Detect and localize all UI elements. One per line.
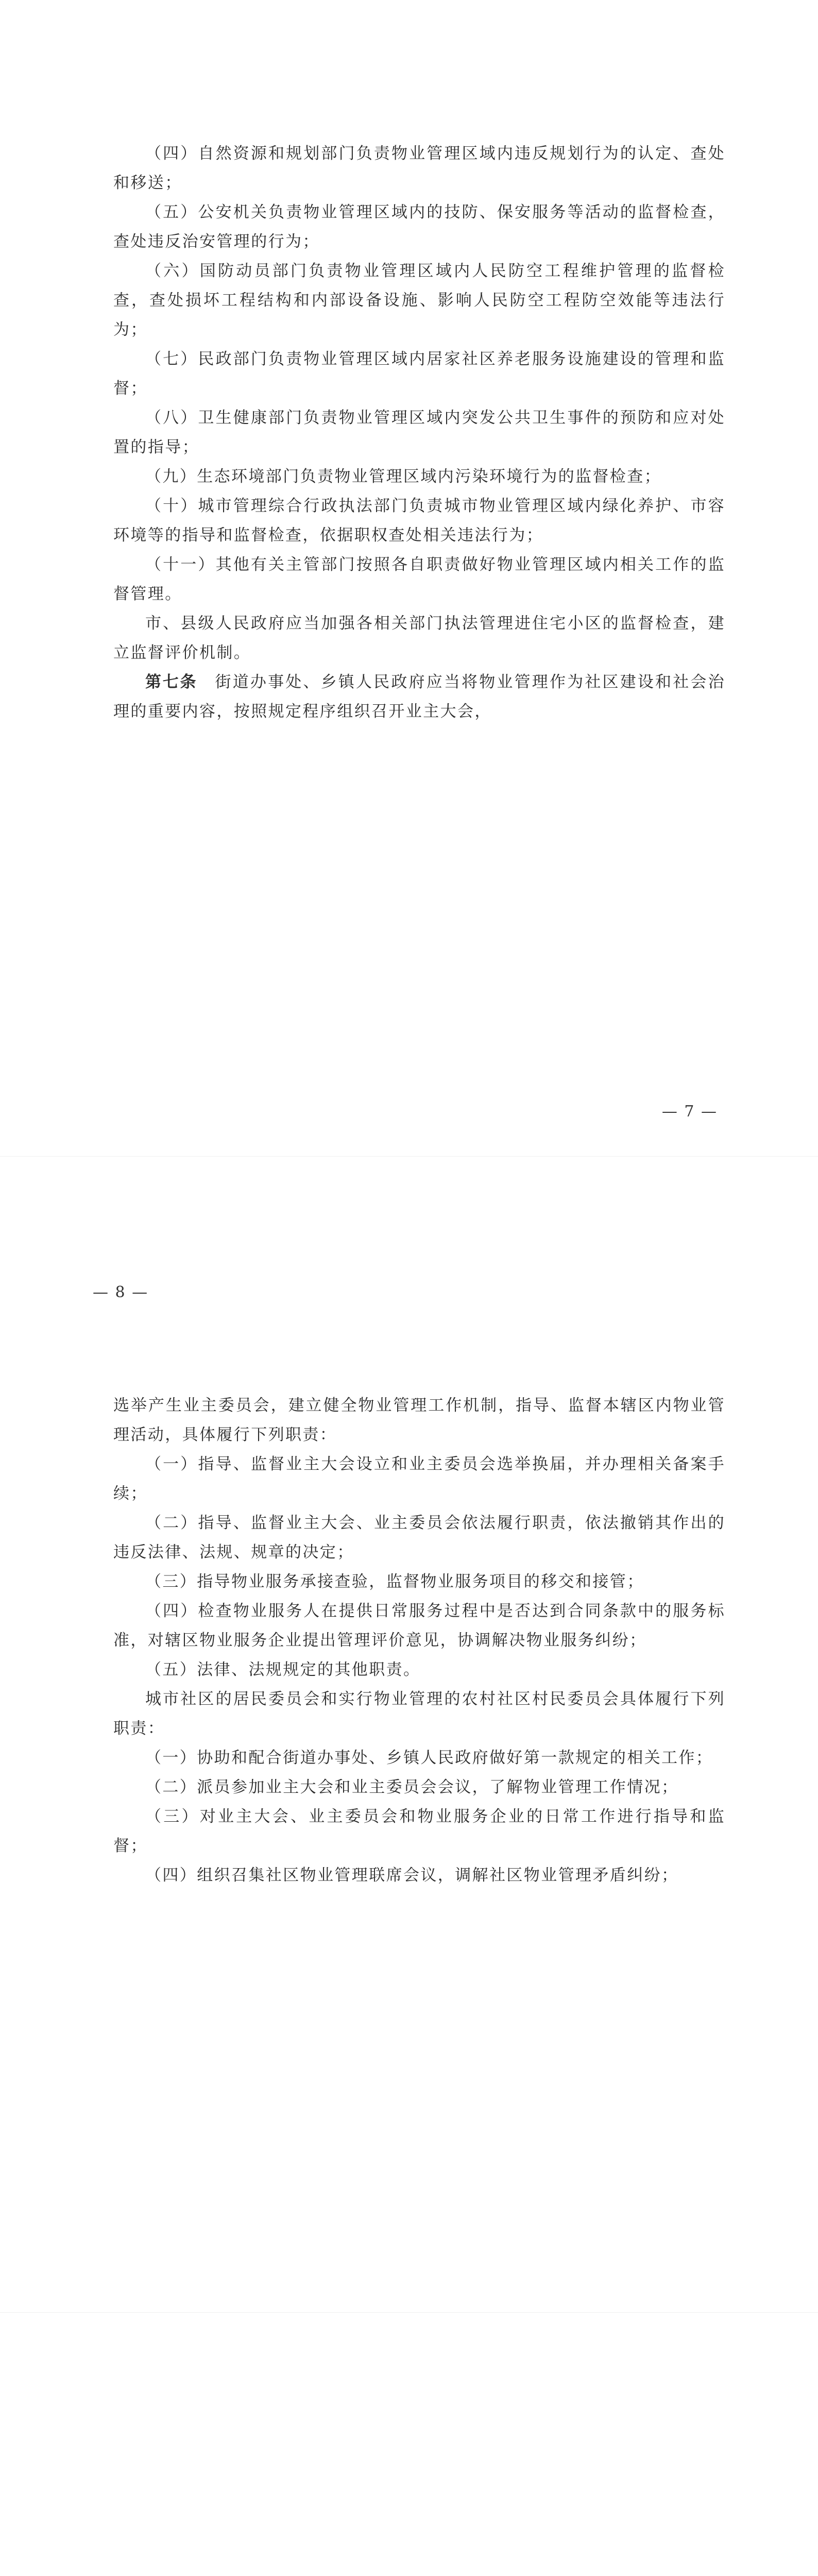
paragraph-text: （一）协助和配合街道办事处、乡镇人民政府做好第一款规定的相关工作； xyxy=(145,1749,713,1767)
paragraph xyxy=(113,1391,725,1450)
paragraph-text: （四）检查物业服务人在提供日常服务过程中是否达到合同条款中的服务标准，对辖区物业服务企业提出管理评价意见，协调解决物业服务纠纷； xyxy=(113,1602,725,1650)
paragraph-text: （二）指导、监督业主大会、业主委员会依法履行职责，依法撤销其作出的违反法律、法规、规章的决定； xyxy=(113,1514,725,1562)
paragraph-text: （二）派员参加业主大会和业主委员会会议，了解物业管理工作情况； xyxy=(145,1778,679,1797)
paragraph xyxy=(113,1743,725,1773)
paragraph-text: （五）法律、法规规定的其他职责。 xyxy=(145,1660,421,1679)
paragraph xyxy=(113,139,725,198)
paragraph-text: （四）组织召集社区物业管理联席会议，调解社区物业管理矛盾纠纷； xyxy=(145,1866,679,1885)
paragraph xyxy=(113,1773,725,1802)
paragraph-text: 城市社区的居民委员会和实行物业管理的农村社区村民委员会具体履行下列职责： xyxy=(113,1690,725,1738)
paragraph-text: 街道办事处、乡镇人民政府应当将物业管理作为社区建设和社会治理的重要内容，按照规定程序组织召开业主大会， xyxy=(113,673,725,721)
paragraph-text: （十一）其他有关主管部门按照各自职责做好物业管理区域内相关工作的监督管理。 xyxy=(113,555,725,603)
paragraph xyxy=(113,1685,725,1743)
paragraph xyxy=(113,1567,725,1597)
paragraph xyxy=(113,1509,725,1567)
paragraph xyxy=(113,1655,725,1685)
paragraph-text: （三）对业主大会、业主委员会和物业服务企业的日常工作进行指导和监督； xyxy=(113,1807,725,1855)
paragraph xyxy=(113,198,725,257)
paragraph-text: （四）自然资源和规划部门负责物业管理区域内违反规划行为的认定、查处和移送； xyxy=(113,144,725,192)
paragraph-text: （六）国防动员部门负责物业管理区域内人民防空工程维护管理的监督检查，查处损坏工程结构和内部设备设施、影响人民防空工程防空效能等违法行为； xyxy=(113,262,725,339)
paragraph-text: （三）指导物业服务承接查验，监督物业服务项目的移交和接管； xyxy=(145,1572,644,1591)
paragraph xyxy=(113,403,725,462)
article-heading: 第七条 xyxy=(145,673,198,691)
paragraph-text: （八）卫生健康部门负责物业管理区域内突发公共卫生事件的预防和应对处置的指导； xyxy=(113,409,725,456)
paragraph xyxy=(113,1861,725,1890)
paragraph xyxy=(113,492,725,550)
page-number: — 8 — xyxy=(93,1283,149,1301)
document-page xyxy=(0,1156,818,2312)
paragraph xyxy=(113,1450,725,1509)
paragraph-text: （九）生态环境部门负责物业管理区域内污染环境行为的监督检查； xyxy=(145,467,661,486)
paragraph xyxy=(113,1802,725,1861)
paragraph xyxy=(113,345,725,403)
page-number: — 7 — xyxy=(661,1103,718,1121)
document-page xyxy=(0,0,818,1156)
paragraph xyxy=(113,1597,725,1655)
paragraph xyxy=(113,609,725,668)
paragraph-text: （七）民政部门负责物业管理区域内居家社区养老服务设施建设的管理和监督； xyxy=(113,350,725,398)
paragraph xyxy=(113,550,725,609)
paragraph-text: （五）公安机关负责物业管理区域内的技防、保安服务等活动的监督检查，查处违反治安管理的行为； xyxy=(113,203,725,251)
paragraph xyxy=(113,462,725,492)
paragraph-text: 市、县级人民政府应当加强各相关部门执法管理进住宅小区的监督检查，建立监督评价机制。 xyxy=(113,614,725,662)
document-page xyxy=(0,2312,818,2576)
paragraph-text: （十）城市管理综合行政执法部门负责城市物业管理区域内绿化养护、市容环境等的指导和监督检查，依据职权查处相关违法行为； xyxy=(113,497,725,545)
paragraph-text: 选举产生业主委员会，建立健全物业管理工作机制，指导、监督本辖区内物业管理活动，具体履行下列职责： xyxy=(113,1396,725,1444)
paragraph xyxy=(113,257,725,345)
paragraph-text: （一）指导、监督业主大会设立和业主委员会选举换届，并办理相关备案手续； xyxy=(113,1455,725,1503)
article-paragraph xyxy=(113,668,725,726)
